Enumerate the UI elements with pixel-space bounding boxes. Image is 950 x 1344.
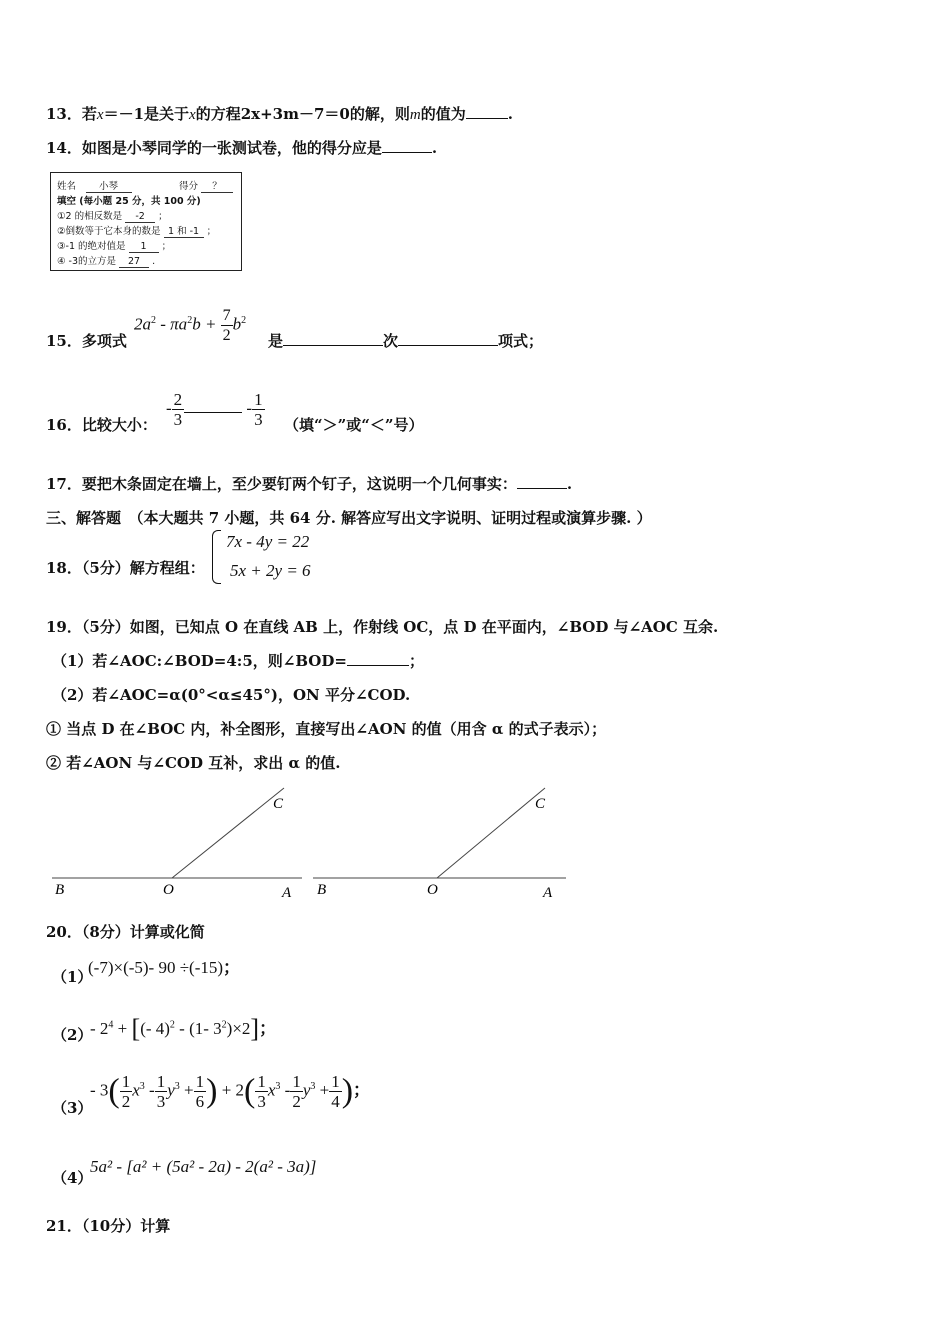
test-paper-figure: 姓名 小琴 得分 ？ 填空 (每小题 25 分，共 100 分) ①2 的相反数是 -2 ； ②倒数等于它本身的数是 1 和 -1 ； ③-1 的绝对值是 1 ； ④ -3的立方是 27 . bbox=[50, 172, 242, 271]
compare-expression: - $\frac{2}{3}$ - $\frac{1}{3}$ bbox=[166, 390, 263, 429]
answer-blank bbox=[382, 138, 432, 153]
answer-blank bbox=[517, 474, 567, 489]
part-1-label: （1） bbox=[52, 968, 93, 986]
question-21: 21．（10分）计算 bbox=[46, 1217, 171, 1235]
label-B: B bbox=[317, 882, 327, 898]
expression-3: - 3( $\frac{1}{2}$ $x^3$ - $\frac{1}{3}$ $y^3$ + $\frac{1}{6}$ ) + 2( $\frac{1}{3}$ $x^3$ - $\frac{1}{2}$ $y^3$ + $\frac{1}{4}$ )； bbox=[90, 1072, 371, 1111]
answer-blank bbox=[398, 331, 498, 346]
label-B: B bbox=[55, 882, 65, 898]
part-4-label: （4） bbox=[52, 1169, 93, 1187]
section-heading: 三、解答题 （本大题共 7 小题，共 64 分. 解答应写出文字说明、证明过程或演算步骤. ） bbox=[46, 509, 652, 527]
expression-1: (-7)×(-5)- 90 ÷(-15)； bbox=[88, 958, 241, 977]
question-19-part2-2: ② 若∠AON 与∠COD 互补，求出 α 的值. bbox=[46, 754, 341, 772]
question-16-label: 16．比较大小： bbox=[46, 416, 157, 434]
answer-blank bbox=[184, 400, 242, 413]
question-19-part2-1: ① 当点 D 在∠BOC 内，补全图形，直接写出∠AON 的值（用含 α 的式子表示）； bbox=[46, 720, 607, 738]
label-A: A bbox=[282, 885, 292, 901]
question-16-tail: （填“＞”或“＜”号） bbox=[284, 416, 424, 434]
question-13: 13．若x＝－1是关于x的方程2x+3m－7＝0的解，则m的值为 . bbox=[46, 105, 513, 123]
question-19-part1: （1）若∠AOC:∠BOD=4:5，则∠BOD= ； bbox=[52, 652, 424, 670]
geometry-figures bbox=[0, 780, 620, 910]
question-14: 14．如图是小琴同学的一张测试卷，他的得分应是 . bbox=[46, 139, 438, 157]
equation-1: 7x - 4y = 22 bbox=[226, 532, 310, 551]
answer-blank bbox=[466, 104, 508, 119]
polynomial: $2a^2 - \pi a^2b$ + $\frac{7}{2}$ $b^2$ bbox=[134, 307, 247, 344]
question-20: 20．（8分）计算或化简 bbox=[46, 923, 205, 941]
question-18-label: 18．（5分）解方程组： bbox=[46, 559, 205, 577]
part-3-label: （3） bbox=[52, 1099, 93, 1117]
question-19-part2: （2）若∠AOC=α(0°<α≤45°)，ON 平分∠COD. bbox=[52, 686, 411, 704]
question-17: 17．要把木条固定在墙上，至少要钉两个钉子，这说明一个几何事实： . bbox=[46, 475, 573, 493]
part-2-label: （2） bbox=[52, 1026, 93, 1044]
equation-brace bbox=[212, 530, 221, 584]
equation-2: 5x + 2y = 6 bbox=[230, 561, 311, 580]
figure-right bbox=[313, 788, 566, 901]
figure-left bbox=[52, 788, 302, 901]
expression-2: - $2^4$ + [(- 4)$^2$ - (1- $3^2)\times 2$]； bbox=[90, 1014, 277, 1043]
answer-blank bbox=[283, 331, 383, 346]
expression-4: 5a² - [a² + (5a² - 2a) - 2(a² - 3a)] bbox=[90, 1157, 317, 1176]
question-15-tail: 是 次 项式； bbox=[268, 332, 544, 350]
question-15-label: 15．多项式 bbox=[46, 332, 127, 350]
answer-blank bbox=[347, 651, 409, 666]
label-O: O bbox=[427, 882, 438, 898]
label-A: A bbox=[543, 885, 553, 901]
label-C: C bbox=[273, 796, 284, 812]
label-O: O bbox=[163, 882, 174, 898]
question-19: 19．（5分）如图，已知点 O 在直线 AB 上，作射线 OC，点 D 在平面内，∠BOD 与∠AOC 互余. bbox=[46, 618, 719, 636]
label-C: C bbox=[535, 796, 546, 812]
